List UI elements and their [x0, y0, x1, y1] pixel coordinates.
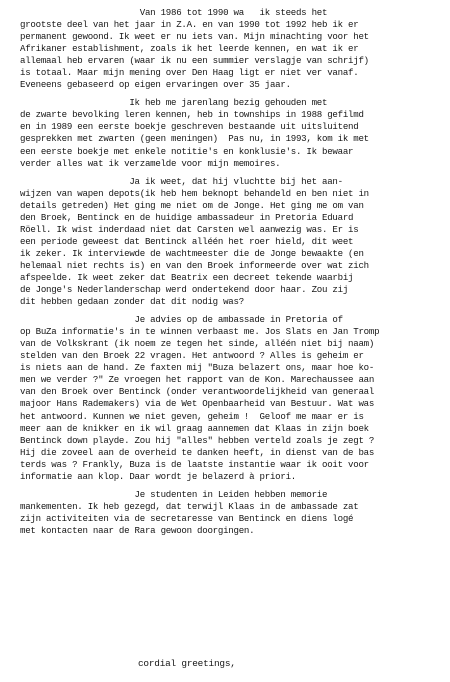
text-line: afspeelde. Ik weet zeker dat Beatrix een decreet tekende waarbij: [20, 271, 354, 283]
text-line: Afrikaner establishment, zoals ik het leerde kennen, en wat ik er: [20, 43, 359, 55]
text-line: mankementen. Ik heb gezegd, dat terwijl Klaas in de ambassade zat: [20, 500, 359, 512]
text-line: met kontacten naar de Rara gewoon doorgingen.: [20, 524, 255, 536]
text-line: een eerste boekje met enkele notitie's en konklusie's. Ik bewaar: [20, 145, 354, 157]
text-line: dit hebben gedaan zonder dat dit nodig was?: [20, 296, 244, 308]
text-line: Ik heb me jarenlang bezig gehouden met: [20, 97, 328, 109]
text-line: Hij die zoveel aan de overheid te danken heeft, in dienst van de bas: [20, 446, 375, 458]
text-line: het antwoord. Kunnen we niet geven, geheim ! Geloof me maar er is: [20, 410, 364, 422]
text-line: wijzen van wapen depots(ik heb hem beknopt behandeld en ben niet in: [20, 187, 369, 199]
text-line: Van 1986 tot 1990 wa ik steeds het: [20, 7, 328, 18]
text-line: details getreden) Het ging me niet om de Jonge. Het ging me om van: [20, 199, 364, 211]
text-line: terds was ? Frankly, Buza is de laatste instantie waar ik ooit voor: [20, 458, 369, 470]
text-line: op BuZa informatie's in te winnen verbaast me. Jos Slats en Jan Tromp: [20, 326, 380, 338]
text-line: zijn activiteiten via de secretaresse van Bentinck en diens logé: [20, 512, 354, 524]
text-line: Eveneens gebaseerd op eigen ervaringen over 35 jaar.: [20, 79, 291, 91]
text-line: de Jonge's Nederlanderschap werd ondertekend door haar. Zou zij: [20, 284, 349, 296]
text-line: Ja ik weet, dat hij vluchtte bij het aan-: [20, 175, 343, 187]
text-line: helemaal niet rechts is) en van den Broek informeerde over wat zich: [20, 259, 369, 271]
text-line: Je advies op de ambassade in Pretoria of: [20, 314, 343, 326]
text-line: ik zeker. Ik interviewde de wachtmeester die de Jonge bewaakte (en: [20, 247, 364, 259]
text-line: majoor Hans Rademakers) via de Wet Openbaarheid van Bestuur. Wat was: [20, 398, 375, 410]
text-line: grootste deel van het jaar in Z.A. en van 1990 tot 1992 heb ik er: [20, 19, 359, 31]
letter-body: [20, 7, 440, 537]
text-line: een periode geweest dat Bentinck alléén het roer hield, dit weet: [20, 235, 354, 247]
text-line: gesprekken met zwarten (geen meningen) Pas nu, in 1993, kom ik met: [20, 133, 369, 145]
text-line: de zwarte bevolking leren kennen, heb in townships in 1988 gefilmd: [20, 109, 364, 121]
text-line: Je studenten in Leiden hebben memorie: [20, 488, 328, 500]
text-line: allemaal heb ervaren (waar ik nu een summier verslagje van schrijf): [20, 55, 369, 67]
text-line: meer aan de knikker en ik wil graag aannemen dat Klaas in zijn boek: [20, 422, 369, 434]
text-line: stelden van den Broek 22 vragen. Het antwoord ? Alles is geheim er: [20, 350, 364, 362]
text-line: is totaal. Maar mijn mening over Den Haag ligt er niet ver vanaf.: [20, 67, 359, 79]
text-line: Bentinck down playde. Zou hij "alles" hebben verteld zoals je zegt ?: [20, 434, 375, 446]
text-line: verder alles wat ik verzamelde voor mijn memoires.: [20, 157, 281, 169]
text-line: Röell. Ik wist inderdaad niet dat Carsten wel aanwezig was. Er is: [20, 223, 359, 235]
text-line: is niets aan de hand. Ze faxten mij "Buza belazert ons, maar hoe ko-: [20, 362, 375, 374]
text-line: informatie aan klop. Daar wordt je belazerd à priori.: [20, 470, 296, 482]
text-line: van den Broek over Bentinck (onder verantwoordelijkheid van generaal: [20, 386, 375, 398]
text-line: van de Volkskrant (ik noem ze tegen het sinde, alléén niet bij naam): [20, 338, 375, 350]
text-line: en in 1989 een eerste boekje geschreven bestaande uit uitsluitend: [20, 121, 359, 133]
text-line: den Broek, Bentinck en de huidige ambassadeur in Pretoria Eduard: [20, 211, 354, 223]
text-line: permanent gewoond. Ik weet er nu iets van. Mijn minachting voor het: [20, 31, 369, 43]
closing-greeting: cordial greetings,: [138, 658, 236, 669]
text-line: men we verder ?" Ze vroegen het rapport van de Kon. Marechaussee aan: [20, 374, 375, 386]
